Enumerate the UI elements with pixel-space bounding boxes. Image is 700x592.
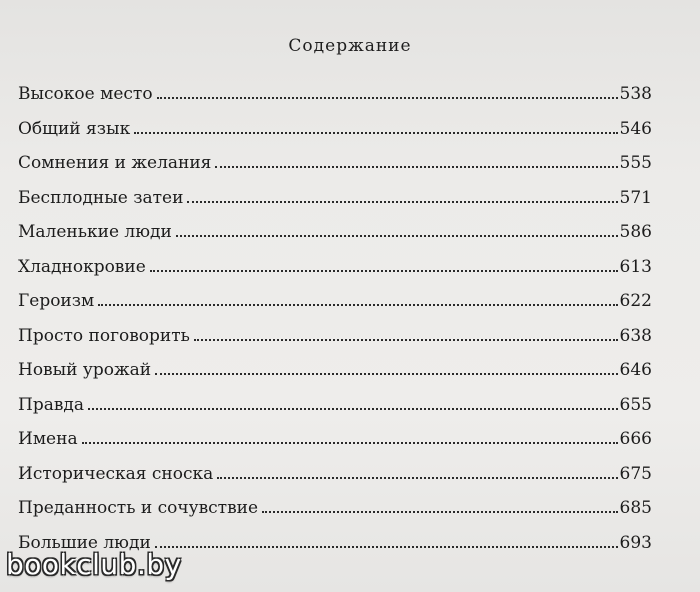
toc-entry-title: Правда (18, 394, 85, 415)
dot-leader (134, 132, 617, 134)
table-of-contents (18, 84, 652, 567)
toc-entry (18, 84, 652, 119)
toc-entry-page: 613 (619, 256, 652, 277)
toc-entry-page: 693 (619, 532, 652, 553)
toc-entry-page: 571 (619, 187, 652, 208)
dot-leader (155, 373, 617, 375)
toc-entry (18, 257, 652, 292)
toc-entry (18, 498, 652, 533)
toc-entry-title: Героизм (18, 291, 95, 311)
toc-entry-title: Маленькие люди (18, 222, 172, 242)
dot-leader (187, 201, 617, 203)
toc-entry-title: Общий язык (18, 118, 131, 139)
page-title: Содержание (288, 36, 412, 56)
toc-entry (18, 360, 652, 395)
toc-entry-title: Хладнокровие (18, 256, 146, 277)
toc-entry (18, 464, 652, 499)
toc-entry-title: Высокое место (18, 84, 153, 104)
dot-leader (217, 477, 617, 479)
toc-entry (18, 395, 652, 430)
toc-entry-title: Преданность и сочувствие (18, 498, 259, 518)
watermark: bookclub.by (6, 548, 182, 581)
dot-leader (88, 408, 618, 410)
toc-entry-page: 655 (619, 394, 652, 415)
toc-entry (18, 188, 652, 223)
toc-entry (18, 222, 652, 257)
dot-leader (215, 166, 617, 168)
toc-entry-page: 646 (619, 360, 652, 380)
toc-entry-page: 622 (619, 291, 652, 311)
toc-entry-title: Бесплодные затеи (18, 187, 184, 208)
toc-entry (18, 429, 652, 464)
dot-leader (98, 304, 617, 306)
toc-entry (18, 291, 652, 326)
dot-leader (157, 97, 618, 99)
dot-leader (176, 235, 618, 237)
toc-entry-page: 666 (619, 429, 652, 449)
toc-entry-page: 586 (619, 222, 652, 242)
toc-entry-title: Сомнения и желания (18, 153, 212, 173)
dot-leader (82, 442, 618, 444)
toc-entry-title: Большие люди (18, 532, 151, 553)
toc-entry (18, 326, 652, 361)
toc-entry-title: Имена (18, 429, 78, 449)
dot-leader (262, 511, 618, 513)
toc-entry-page: 675 (619, 463, 652, 484)
toc-entry (18, 119, 652, 154)
toc-entry-page: 638 (619, 325, 652, 346)
toc-entry-page: 538 (619, 84, 652, 104)
toc-entry-page: 685 (619, 498, 652, 518)
dot-leader (155, 546, 618, 548)
toc-entry-title: Историческая сноска (18, 463, 214, 484)
toc-entry (18, 153, 652, 188)
dot-leader (150, 270, 618, 272)
toc-entry-page: 555 (619, 153, 652, 173)
toc-entry-title: Новый урожай (18, 360, 152, 380)
toc-entry-page: 546 (619, 118, 652, 139)
dot-leader (194, 339, 618, 341)
toc-entry-title: Просто поговорить (18, 325, 190, 346)
